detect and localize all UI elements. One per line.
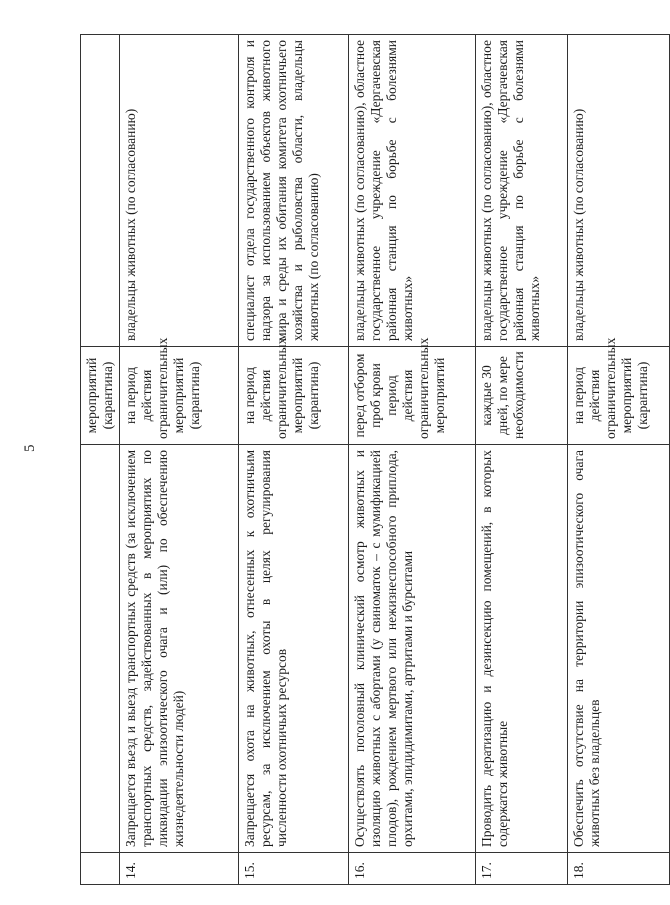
- responsible-cell: специалист отдела государственного контроля и надзора за использованием объектов животного мира и среды их обитания комитета охотничьего хозяйства и рыболовства области, владельцы животных (по согласованию): [239, 35, 349, 347]
- term-cell: мероприятий (карантина): [81, 347, 120, 445]
- term-cell: на период действия ограничительных мероприятий (карантина): [120, 347, 239, 445]
- measure-cell: Запрещается въезд и выезд транспортных средств (за исключением транспортных средств, задействованных в мероприятиях по ликвидации эпизоотического очага и (или) по обеспечению жизнедеятельности людей): [120, 445, 239, 853]
- table-row: [476, 35, 568, 885]
- row-number: 17.: [476, 853, 568, 885]
- term-cell: на период действия ограничительных мероприятий (карантина): [568, 347, 670, 445]
- page-number: 5: [22, 444, 38, 452]
- responsible-cell-empty: [81, 35, 120, 347]
- row-number: 18.: [568, 853, 670, 885]
- row-number: 15.: [239, 853, 349, 885]
- table-row-continued: [81, 35, 120, 885]
- table-row: [568, 35, 670, 885]
- measure-cell-empty: [81, 445, 120, 853]
- measure-cell: Обеспечить отсутствие на территории эпизоотического очага животных без владельцев: [568, 445, 670, 853]
- responsible-cell: владельцы животных (по согласованию), областное государственное учреждение «Дергачевская районная станция по борьбе с болезнями животных»: [476, 35, 568, 347]
- responsible-cell: владельцы животных (по согласованию), областное государственное учреждение «Дергачевская районная станция по борьбе с болезнями животных»: [349, 35, 476, 347]
- measure-cell: Проводить дератизацию и дезинсекцию помещений, в которых содержатся животные: [476, 445, 568, 853]
- term-cell: перед отбором проб крови период действия ограничительных мероприятий: [349, 347, 476, 445]
- term-cell: каждые 30 дней, по мере необходимости: [476, 347, 568, 445]
- row-number: 16.: [349, 853, 476, 885]
- num-cell-empty: [81, 853, 120, 885]
- table-row: [239, 35, 349, 885]
- measure-cell: Запрещается охота на животных, отнесенных к охотничьим ресурсам, за исключением охоты в целях регулирования численности охотничьих ресурсов: [239, 445, 349, 853]
- row-number: 14.: [120, 853, 239, 885]
- measures-table: [80, 34, 670, 885]
- rotated-table-container: [80, 35, 650, 885]
- measure-cell: Осуществлять поголовный клинический осмотр животных и изоляцию животных с абортами (у свиноматок – с мумификацией плодов), рождением мертвого или нежизнеспособного приплода, орхитами, эпидидимитами, артритами и бурситами: [349, 445, 476, 853]
- table-row: [120, 35, 239, 885]
- responsible-cell: владельцы животных (по согласованию): [568, 35, 670, 347]
- table-row: [349, 35, 476, 885]
- responsible-cell: владельцы животных (по согласованию): [120, 35, 239, 347]
- term-cell: на период действия ограничительных мероприятий (карантина): [239, 347, 349, 445]
